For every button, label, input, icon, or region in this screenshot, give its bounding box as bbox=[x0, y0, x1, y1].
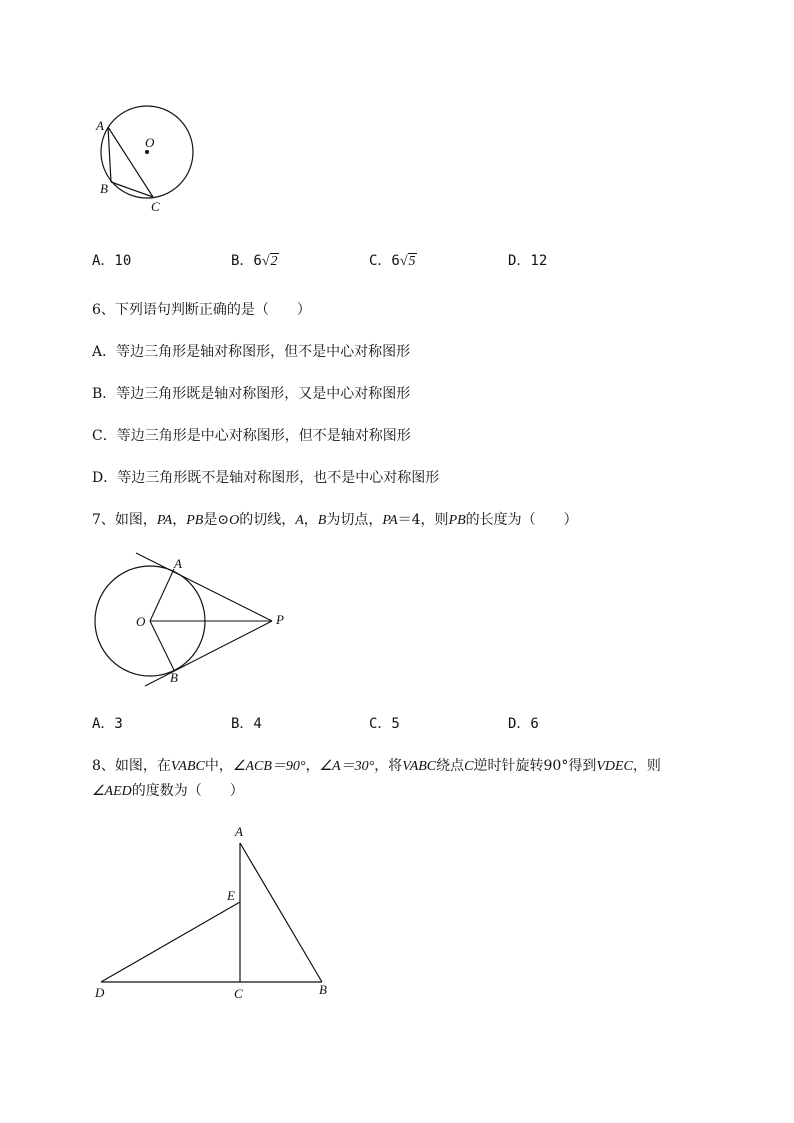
q8-stem-part: ，将 bbox=[374, 758, 403, 774]
q7-stem bbox=[92, 509, 578, 529]
q8-stem-part: 8、如图，在 bbox=[92, 758, 171, 774]
q7-option-d: D．6 bbox=[508, 716, 539, 732]
q8-label-d: D bbox=[95, 985, 105, 1000]
q8-angle-a: ∠A＝30° bbox=[319, 759, 375, 774]
q7-sep: ， bbox=[172, 512, 187, 528]
q6-option-b: B．等边三角形既是轴对称图形，又是中心对称图形 bbox=[92, 386, 411, 402]
q7-segment-ob bbox=[150, 621, 174, 670]
q5-option-a: A．10 bbox=[92, 253, 132, 269]
sqrt-symbol: √5 bbox=[399, 254, 416, 269]
q6-option-c: C．等边三角形是中心对称图形，但不是轴对称图形 bbox=[92, 428, 411, 444]
q7-label-b: B bbox=[170, 670, 178, 685]
q6-stem: 6、下列语句判断正确的是（ ） bbox=[92, 302, 311, 318]
q8-angle-acb: ∠ACB＝90° bbox=[232, 759, 306, 774]
q7-sep: ， bbox=[303, 512, 318, 528]
q8-triangle-dec: VDEC bbox=[596, 759, 633, 774]
q8-label-e: E bbox=[227, 888, 235, 903]
q7-label-a: A bbox=[174, 556, 182, 571]
q6-option-d: D．等边三角形既不是轴对称图形，也不是中心对称图形 bbox=[92, 470, 440, 486]
q7-stem-part: 为切点， bbox=[326, 512, 383, 528]
q8-stem-part: ，则 bbox=[632, 758, 661, 774]
q7-stem-part: ＝4，则 bbox=[397, 512, 449, 528]
q7-pb: PB bbox=[186, 513, 204, 528]
q7-o: O bbox=[229, 513, 240, 528]
q7-option-b: B．4 bbox=[231, 716, 262, 732]
q5-label-a: A bbox=[96, 118, 104, 133]
q8-stem-part: 逆时针旋转90°得到 bbox=[473, 758, 597, 774]
q8-point-c: C bbox=[464, 759, 474, 774]
q8-triangle-figure bbox=[90, 820, 340, 1005]
q7-stem-part: 的长度为（ ） bbox=[465, 512, 578, 528]
q7-pb2: PB bbox=[448, 513, 466, 528]
q7-a: A bbox=[295, 513, 304, 528]
q5-circle-figure bbox=[90, 100, 210, 220]
q7-segment-oa bbox=[150, 569, 174, 621]
q5-option-c-radicand: 5 bbox=[408, 254, 416, 269]
q7-tangent-pb bbox=[145, 621, 272, 686]
q5-option-b bbox=[231, 250, 279, 270]
q5-option-c-prefix: C．6 bbox=[369, 253, 400, 269]
q8-stem-line1 bbox=[92, 755, 661, 775]
q8-segment-de bbox=[101, 902, 240, 982]
q5-center-dot bbox=[145, 150, 149, 154]
q6-option-a: A．等边三角形是轴对称图形，但不是中心对称图形 bbox=[92, 344, 411, 360]
q8-triangle-abc-2: VABC bbox=[402, 759, 437, 774]
q8-angle-aed: ∠AED bbox=[92, 784, 132, 799]
q8-stem-part: 的度数为（ ） bbox=[131, 783, 244, 799]
q8-stem-part: 绕点 bbox=[436, 758, 465, 774]
q5-label-b: B bbox=[100, 181, 108, 196]
q5-label-c: C bbox=[151, 199, 160, 214]
q7-label-p: P bbox=[276, 612, 284, 627]
q7-label-o: O bbox=[136, 614, 146, 629]
q7-pa: PA bbox=[156, 513, 173, 528]
q5-chord-ab bbox=[108, 127, 111, 182]
q7-tangent-figure bbox=[90, 550, 300, 690]
q8-stem-part: 中， bbox=[204, 758, 233, 774]
q8-label-b: B bbox=[319, 982, 327, 997]
q7-stem-part: 的切线， bbox=[239, 512, 296, 528]
q7-stem-part: 是⊙ bbox=[203, 512, 230, 528]
q5-option-b-prefix: B．6 bbox=[231, 253, 262, 269]
q8-triangle-abc: VABC bbox=[170, 759, 205, 774]
q8-stem-part: ， bbox=[305, 758, 320, 774]
q7-b: B bbox=[317, 513, 327, 528]
q5-option-c bbox=[369, 250, 417, 270]
q7-stem-part: 7、如图， bbox=[92, 512, 157, 528]
q7-pa2: PA bbox=[382, 513, 398, 528]
q7-option-c: C．5 bbox=[369, 716, 400, 732]
q5-label-o: O bbox=[145, 135, 155, 150]
q5-option-b-radicand: 2 bbox=[270, 254, 278, 269]
q8-segment-ab bbox=[240, 843, 322, 982]
q5-chord-bc bbox=[111, 182, 153, 197]
sqrt-symbol: √2 bbox=[261, 254, 278, 269]
q8-label-c: C bbox=[234, 986, 243, 1001]
q5-option-d: D．12 bbox=[508, 253, 548, 269]
q8-label-a: A bbox=[235, 824, 243, 839]
q8-stem-line2 bbox=[92, 780, 244, 800]
q7-option-a: A．3 bbox=[92, 716, 123, 732]
